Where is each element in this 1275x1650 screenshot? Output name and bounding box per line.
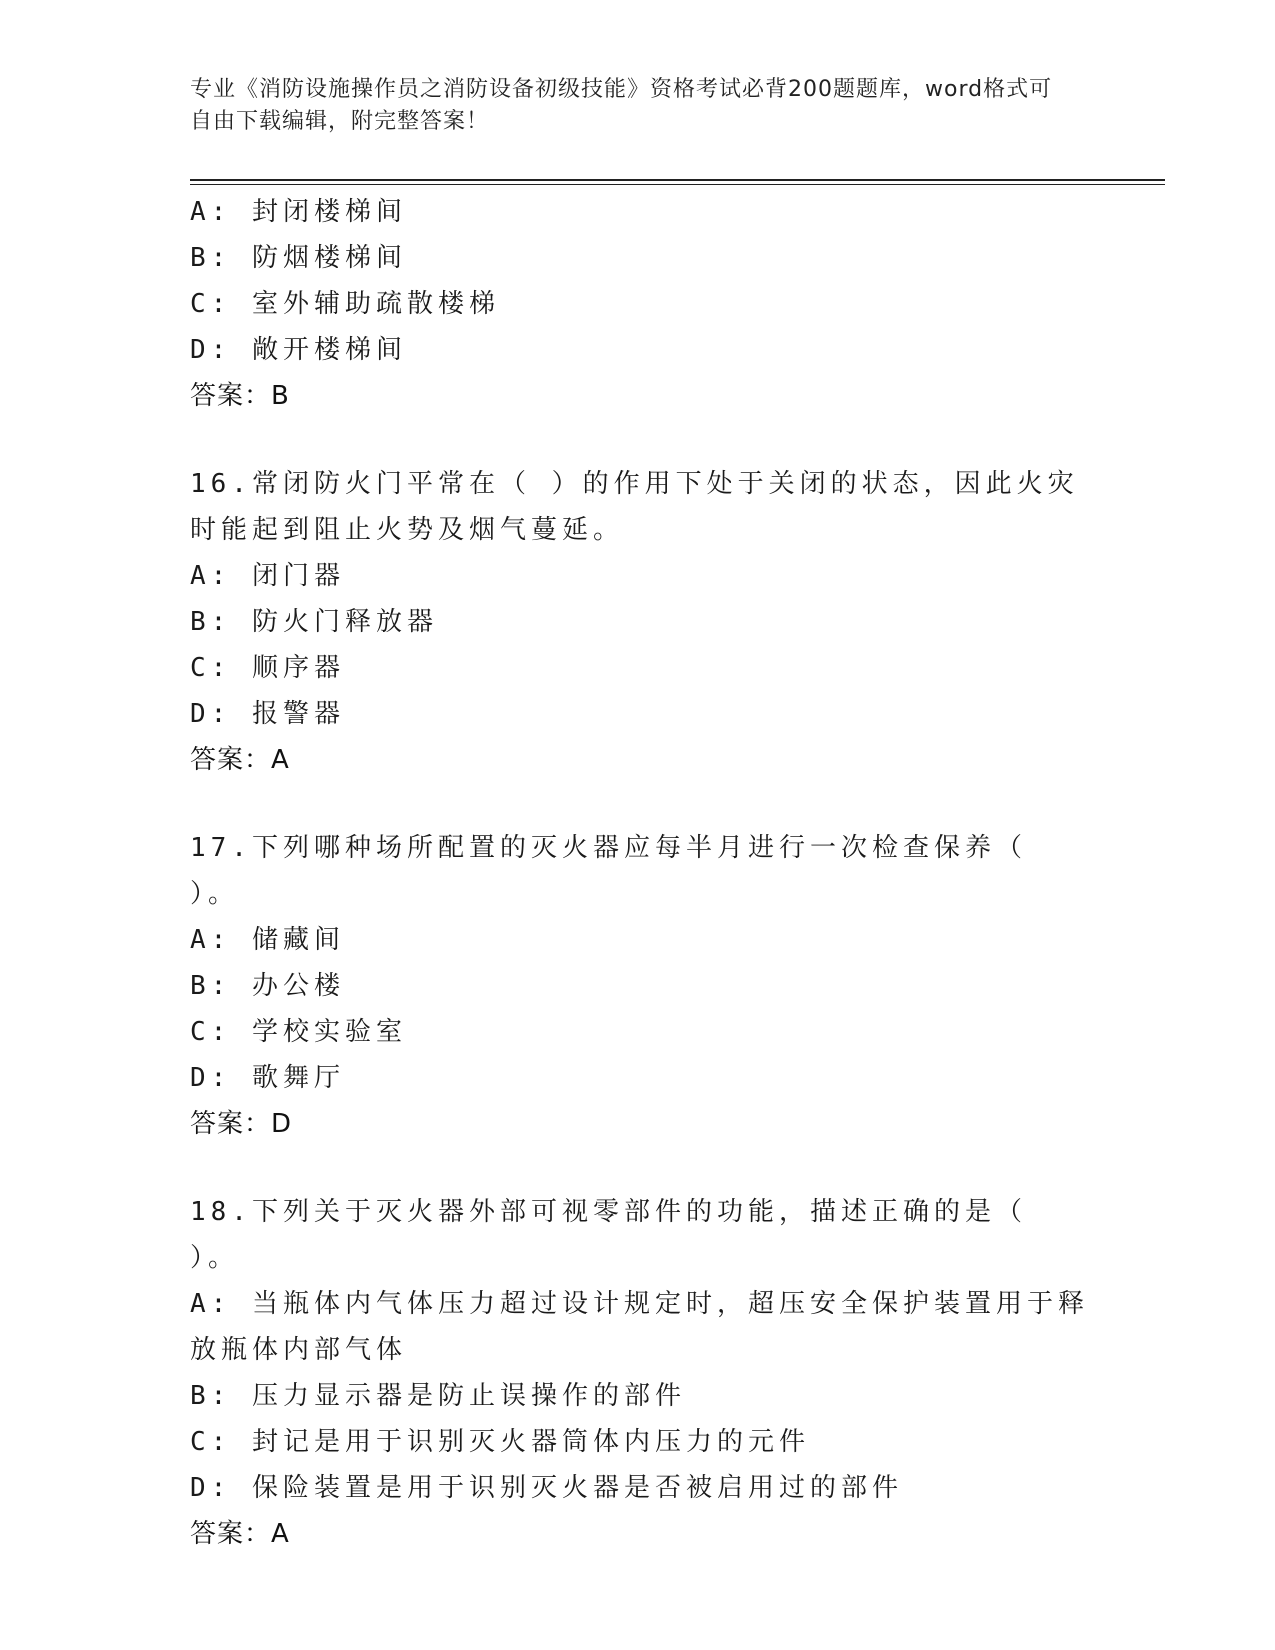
option-c: C: 学校实验室 (190, 1017, 407, 1047)
question-18 (190, 1189, 1090, 1557)
option-d: D: 报警器 (190, 699, 345, 729)
question-text: 18.下列关于灭火器外部可视零部件的功能，描述正确的是（ ）。 (190, 1197, 1027, 1273)
option-d: D: 歌舞厅 (190, 1063, 345, 1093)
question-15-continued (190, 189, 1090, 419)
answer-text: 答案：B (190, 381, 290, 411)
option-a: A: 封闭楼梯间 (190, 197, 407, 227)
option-a: A: 当瓶体内气体压力超过设计规定时，超压安全保护装置用于释放瓶体内部气体 (190, 1289, 1089, 1365)
option-c: C: 顺序器 (190, 653, 345, 683)
option-d: D: 敞开楼梯间 (190, 335, 407, 365)
option-c: C: 封记是用于识别灭火器筒体内压力的元件 (190, 1427, 810, 1457)
option-c: C: 室外辅助疏散楼梯 (190, 289, 500, 319)
option-b: B: 压力显示器是防止误操作的部件 (190, 1381, 686, 1411)
option-b: B: 办公楼 (190, 971, 345, 1001)
option-d: D: 保险装置是用于识别灭火器是否被启用过的部件 (190, 1473, 903, 1503)
option-a: A: 闭门器 (190, 561, 345, 591)
header-divider (190, 179, 1165, 181)
option-b: B: 防烟楼梯间 (190, 243, 407, 273)
answer-text: 答案：A (190, 1519, 290, 1549)
answer-text: 答案：A (190, 745, 290, 775)
question-16 (190, 461, 1090, 783)
option-b: B: 防火门释放器 (190, 607, 438, 637)
question-text: 16.常闭防火门平常在（ ）的作用下处于关闭的状态，因此火灾时能起到阻止火势及烟气蔓延。 (190, 469, 1079, 545)
question-text: 17.下列哪种场所配置的灭火器应每半月进行一次检查保养（ ）。 (190, 833, 1027, 909)
answer-text: 答案：D (190, 1109, 293, 1139)
question-list (190, 189, 1090, 1557)
option-a: A: 储藏间 (190, 925, 345, 955)
header-divider-thin (190, 184, 1165, 185)
page-header: 专业《消防设施操作员之消防设备初级技能》资格考试必背200题题库，word格式可自由下载编辑，附完整答案！ (190, 77, 1053, 134)
question-17 (190, 825, 1090, 1147)
